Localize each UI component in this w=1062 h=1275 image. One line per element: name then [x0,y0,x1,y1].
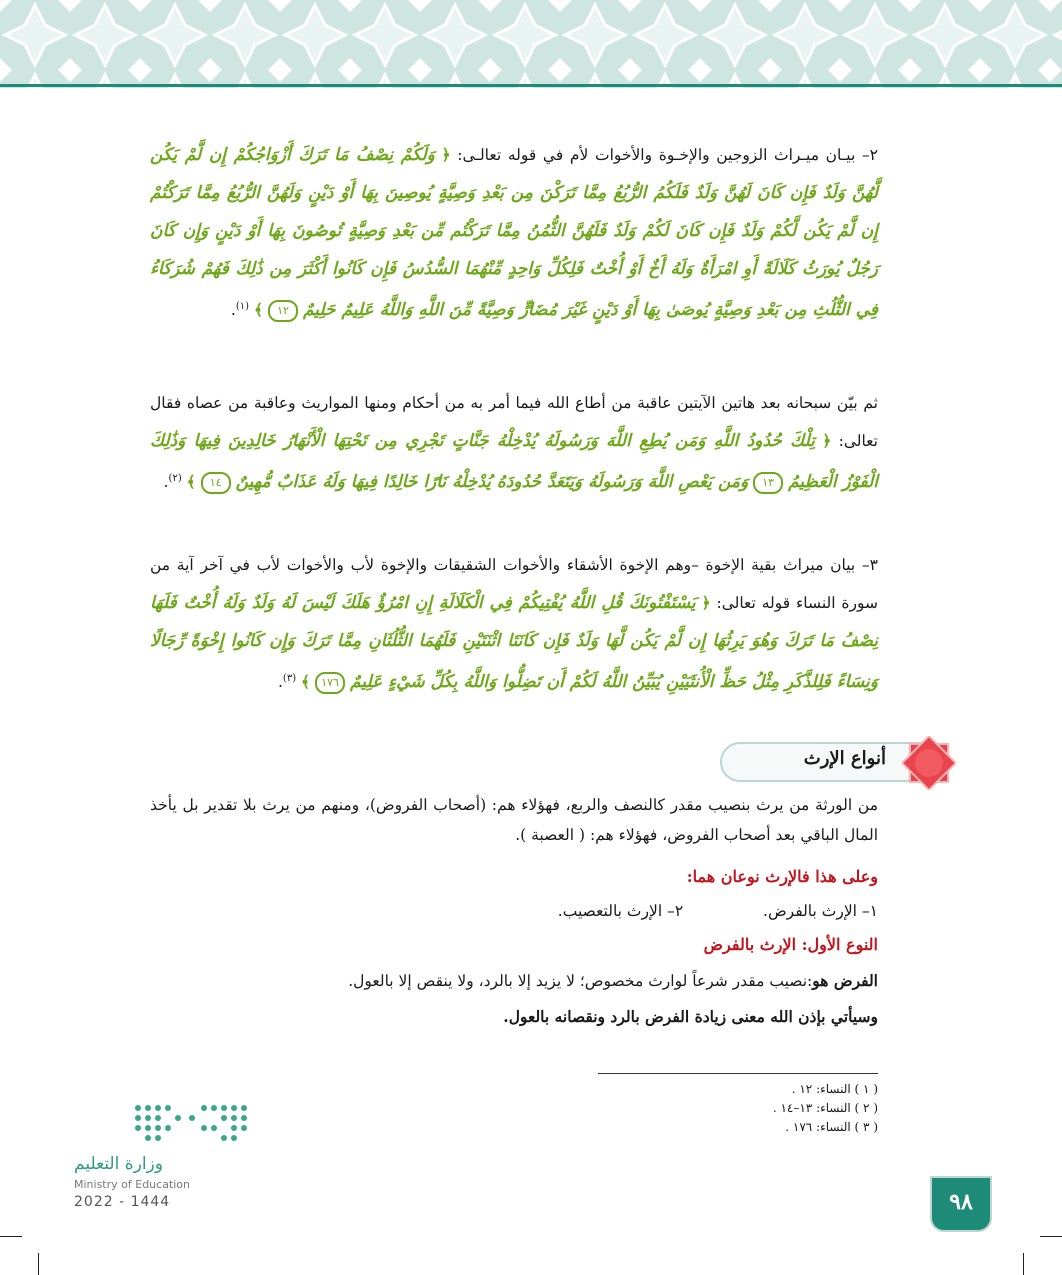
crop-mark [38,1253,39,1275]
paragraph-intro: ٣– بيان ميراث بقية الإخوة –وهم الإخوة الأشقاء والأخوات الشقيقات والإخوة لأب والأخوات لأب في آخر آية من سورة النساء قوله تعالى: [150,556,878,612]
quran-verse: يَسْتَفْتُونَكَ قُلِ اللَّهُ يُفْتِيكُمْ فِي الْكَلَالَةِ إِنِ امْرُؤٌ هَلَكَ لَيْسَ لَهُ وَلَدٌ وَلَهُ أُخْتٌ فَلَهَا نِصْفُ مَا تَرَكَ وَهُوَ يَرِثُهَا إِن لَّمْ يَكُن لَّهَا وَلَدٌ فَإِن كَانَتَا اثْنَتَيْنِ فَلَهُمَا الثُّلُثَانِ مِمَّا تَرَكَ وَإِن كَانُوا إِخْوَةً رِّجَالًا وَنِسَاءً فَلِلذَّكَرِ مِثْلُ حَظِّ الْأُنثَيَيْنِ يُبَيِّنُ اللَّهُ لَكُمْ أَن تَضِلُّوا وَاللَّهُ بِكُلِّ شَيْءٍ عَلِيمٌ [150,593,878,693]
ministry-name-ar: وزارة التعليم [74,1154,163,1174]
quran-close-brace: ﴾ [301,672,311,692]
quran-close-brace: ﴾ [186,472,196,492]
quran-open-brace: ﴿ [701,593,711,612]
aya-number: ١٤ [201,472,231,494]
edition-year: 2022 - 1444 [74,1194,171,1210]
kind-item-2: ٢– الإرث بالتعصيب. [557,902,684,920]
crop-mark [1040,1236,1062,1237]
fard-definition [150,966,878,996]
footnote-ref: (١) [235,301,250,312]
footnote-ref: (٣) [282,673,297,684]
note-text: وسيأتي بإذن الله معنى زيادة الفرض بالرد ونقصانه بالعول. [503,1007,878,1026]
paragraph-intro: ثم بيّن سبحانه بعد هاتين الآيتين عاقبة من أطاع الله فيما أمر به من أحكام ومنها المواريث وعاقبة من عصاه فقال تعالى: [150,394,878,450]
types-intro-text: من الورثة من يرث بنصيب مقدر كالنصف والربع، فهؤلاء هم: (أصحاب الفروض)، ومنهم من يرث بلا تقدير بل يأخذ المال الباقي بعد أصحاب الفروض، فهؤلاء هم: ( العصبة ). [150,796,878,844]
aya-number: ١٧٦ [315,672,345,694]
section-title: أنواع الإرث [803,748,886,769]
radd-awl-note [150,1002,878,1032]
two-kinds-heading [150,862,878,892]
definition-text: :نصيب مقدر شرعاً لوارث مخصوص؛ لا يزيد إلا بالرد، ولا ينقص إلا بالعول. [348,972,813,990]
geometric-pattern [0,0,1062,88]
rosette-icon [902,736,956,790]
two-kinds-heading-text: وعلى هذا فالإرث نوعان هما: [686,867,878,886]
paragraph-consequence: ثم بيّن سبحانه بعد هاتين الآيتين عاقبة من أطاع الله فيما أمر به من أحكام ومنها المواريث وعاقبة من عصاه فقال تعالى: ﴿ تِلْكَ حُدُودُ اللَّهِ وَمَن يُطِعِ اللَّهَ وَرَسُولَهُ يُدْخِلْهُ جَنَّاتٍ تَجْرِي مِن تَحْتِهَا الْأَنْهَارُ خَالِدِينَ فِيهَا وَذَٰلِكَ الْفَوْزُ الْعَظِيمُ ١٣ وَمَن يَعْصِ اللَّهَ وَرَسُولَهُ وَيَتَعَدَّ حُدُودَهُ يُدْخِلْهُ نَارًا خَالِدًا فِيهَا وَلَهُ عَذَابٌ مُّهِينٌ ١٤ ﴾ $^{(٢)}$. [150,394,878,493]
crop-mark [1023,1253,1024,1275]
page-number: ٩٨ [930,1176,992,1232]
ministry-logo [74,1098,254,1218]
quran-close-brace: ﴾ [253,300,264,320]
footnote-2: ( ٢ ) النساء: ١٣–١٤ . [772,1101,878,1115]
footnotes [600,1080,878,1137]
quran-verse: وَلَكُمْ نِصْفُ مَا تَرَكَ أَزْوَاجُكُمْ إِن لَّمْ يَكُن لَّهُنَّ وَلَدٌ فَإِن كَانَ لَهُنَّ وَلَدٌ فَلَكُمُ الرُّبُعُ مِمَّا تَرَكْنَ مِن بَعْدِ وَصِيَّةٍ يُوصِينَ بِهَا أَوْ دَيْنٍ وَلَهُنَّ الرُّبُعُ مِمَّا تَرَكْتُمْ إِن لَّمْ يَكُن لَّكُمْ وَلَدٌ فَإِن كَانَ لَكُمْ وَلَدٌ فَلَهُنَّ الثُّمُنُ مِمَّا تَرَكْتُم مِّن بَعْدِ وَصِيَّةٍ تُوصُونَ بِهَا أَوْ دَيْنٍ وَإِن كَانَ رَجُلٌ يُورَثُ كَلَالَةً أَوِ امْرَأَةٌ وَلَهُ أَخٌ أَوْ أُخْتٌ فَلِكُلِّ وَاحِدٍ مِّنْهُمَا السُّدُسُ فَإِن كَانُوا أَكْثَرَ مِن ذَٰلِكَ فَهُمْ شُرَكَاءُ فِي الثُّلُثِ مِن بَعْدِ وَصِيَّةٍ يُوصَىٰ بِهَا أَوْ دَيْنٍ غَيْرَ مُضَارٍّ وَصِيَّةً مِّنَ اللَّهِ وَاللَّهُ عَلِيمٌ حَلِيمٌ [150,145,878,321]
first-kind-heading-text: النوع الأول: الإرث بالفرض [703,935,878,954]
paragraph-spouses-inheritance: ٢– بيـان ميـراث الزوجين والإخـوة والأخوات لأم في قوله تعالـى: ﴿ وَلَكُمْ نِصْفُ مَا تَرَكَ أَزْوَاجُكُمْ إِن لَّمْ يَكُن لَّهُنَّ وَلَدٌ فَإِن كَانَ لَهُنَّ وَلَدٌ فَلَكُمُ الرُّبُعُ مِمَّا تَرَكْنَ مِن بَعْدِ وَصِيَّةٍ يُوصِينَ بِهَا أَوْ دَيْنٍ وَلَهُنَّ الرُّبُعُ مِمَّا تَرَكْتُمْ إِن لَّمْ يَكُن لَّكُمْ وَلَدٌ فَإِن كَانَ لَكُمْ وَلَدٌ فَلَهُنَّ الثُّمُنُ مِمَّا تَرَكْتُم مِّن بَعْدِ وَصِيَّةٍ تُوصُونَ بِهَا أَوْ دَيْنٍ وَإِن كَانَ رَجُلٌ يُورَثُ كَلَالَةً أَوِ امْرَأَةٌ وَلَهُ أَخٌ أَوْ أُخْتٌ فَلِكُلِّ وَاحِدٍ مِّنْهُمَا السُّدُسُ فَإِن كَانُوا أَكْثَرَ مِن ذَٰلِكَ فَهُمْ شُرَكَاءُ فِي الثُّلُثِ مِن بَعْدِ وَصِيَّةٍ يُوصَىٰ بِهَا أَوْ دَيْنٍ غَيْرَ مُضَارٍّ وَصِيَّةً مِّنَ اللَّهِ وَاللَّهُ عَلِيمٌ حَلِيمٌ ١٢ ﴾ $^{(١)}$. [150,145,878,321]
ministry-dots-icon [74,1098,254,1148]
header-banner [0,0,1062,88]
ministry-name-en: Ministry of Education [74,1178,191,1191]
footnote-1: ( ١ ) النساء: ١٢ . [791,1082,878,1096]
quran-verse: وَمَن يَعْصِ اللَّهَ وَرَسُولَهُ وَيَتَعَدَّ حُدُودَهُ يُدْخِلْهُ نَارًا خَالِدًا فِيهَا وَلَهُ عَذَابٌ مُّهِينٌ [235,472,749,493]
definition-label: الفرض هو [812,971,878,990]
aya-number: ١٣ [753,472,783,494]
aya-number: ١٢ [268,300,298,322]
footnote-ref: (٢) [168,473,182,484]
quran-open-brace: ﴿ [822,431,832,450]
paragraph-intro: ٢– بيـان ميـراث الزوجين والإخـوة والأخوات لأم في قوله تعالـى: [457,146,878,164]
section-heading [720,738,956,782]
kind-item-1: ١– الإرث بالفرض. [763,902,878,920]
footnote-divider [598,1073,878,1074]
paragraph-siblings-inheritance: ٣– بيان ميراث بقية الإخوة –وهم الإخوة الأشقاء والأخوات الشقيقات والإخوة لأب والأخوات لأب في آخر آية من سورة النساء قوله تعالى: ﴿ يَسْتَفْتُونَكَ قُلِ اللَّهُ يُفْتِيكُمْ فِي الْكَلَالَةِ إِنِ امْرُؤٌ هَلَكَ لَيْسَ لَهُ وَلَدٌ وَلَهُ أُخْتٌ فَلَهَا نِصْفُ مَا تَرَكَ وَهُوَ يَرِثُهَا إِن لَّمْ يَكُن لَّهَا وَلَدٌ فَإِن كَانَتَا اثْنَتَيْنِ فَلَهُمَا الثُّلُثَانِ مِمَّا تَرَكَ وَإِن كَانُوا إِخْوَةً رِّجَالًا وَنِسَاءً فَلِلذَّكَرِ مِثْلُ حَظِّ الْأُنثَيَيْنِ يُبَيِّنُ اللَّهُ لَكُمْ أَن تَضِلُّوا وَاللَّهُ بِكُلِّ شَيْءٍ عَلِيمٌ ١٧٦ ﴾ $^{(٣)}$. [150,556,878,693]
banner-underline [0,84,1062,87]
footnote-3: ( ٣ ) النساء: ١٧٦ . [785,1120,878,1134]
types-intro [150,790,878,850]
quran-verse: تِلْكَ حُدُودُ اللَّهِ وَمَن يُطِعِ اللَّهَ وَرَسُولَهُ يُدْخِلْهُ جَنَّاتٍ تَجْرِي مِن تَحْتِهَا الْأَنْهَارُ خَالِدِينَ فِيهَا وَذَٰلِكَ الْفَوْزُ الْعَظِيمُ [150,431,878,493]
quran-open-brace: ﴿ [441,145,451,164]
kinds-list [150,896,878,926]
crop-mark [0,1236,22,1237]
first-kind-heading [150,930,878,960]
